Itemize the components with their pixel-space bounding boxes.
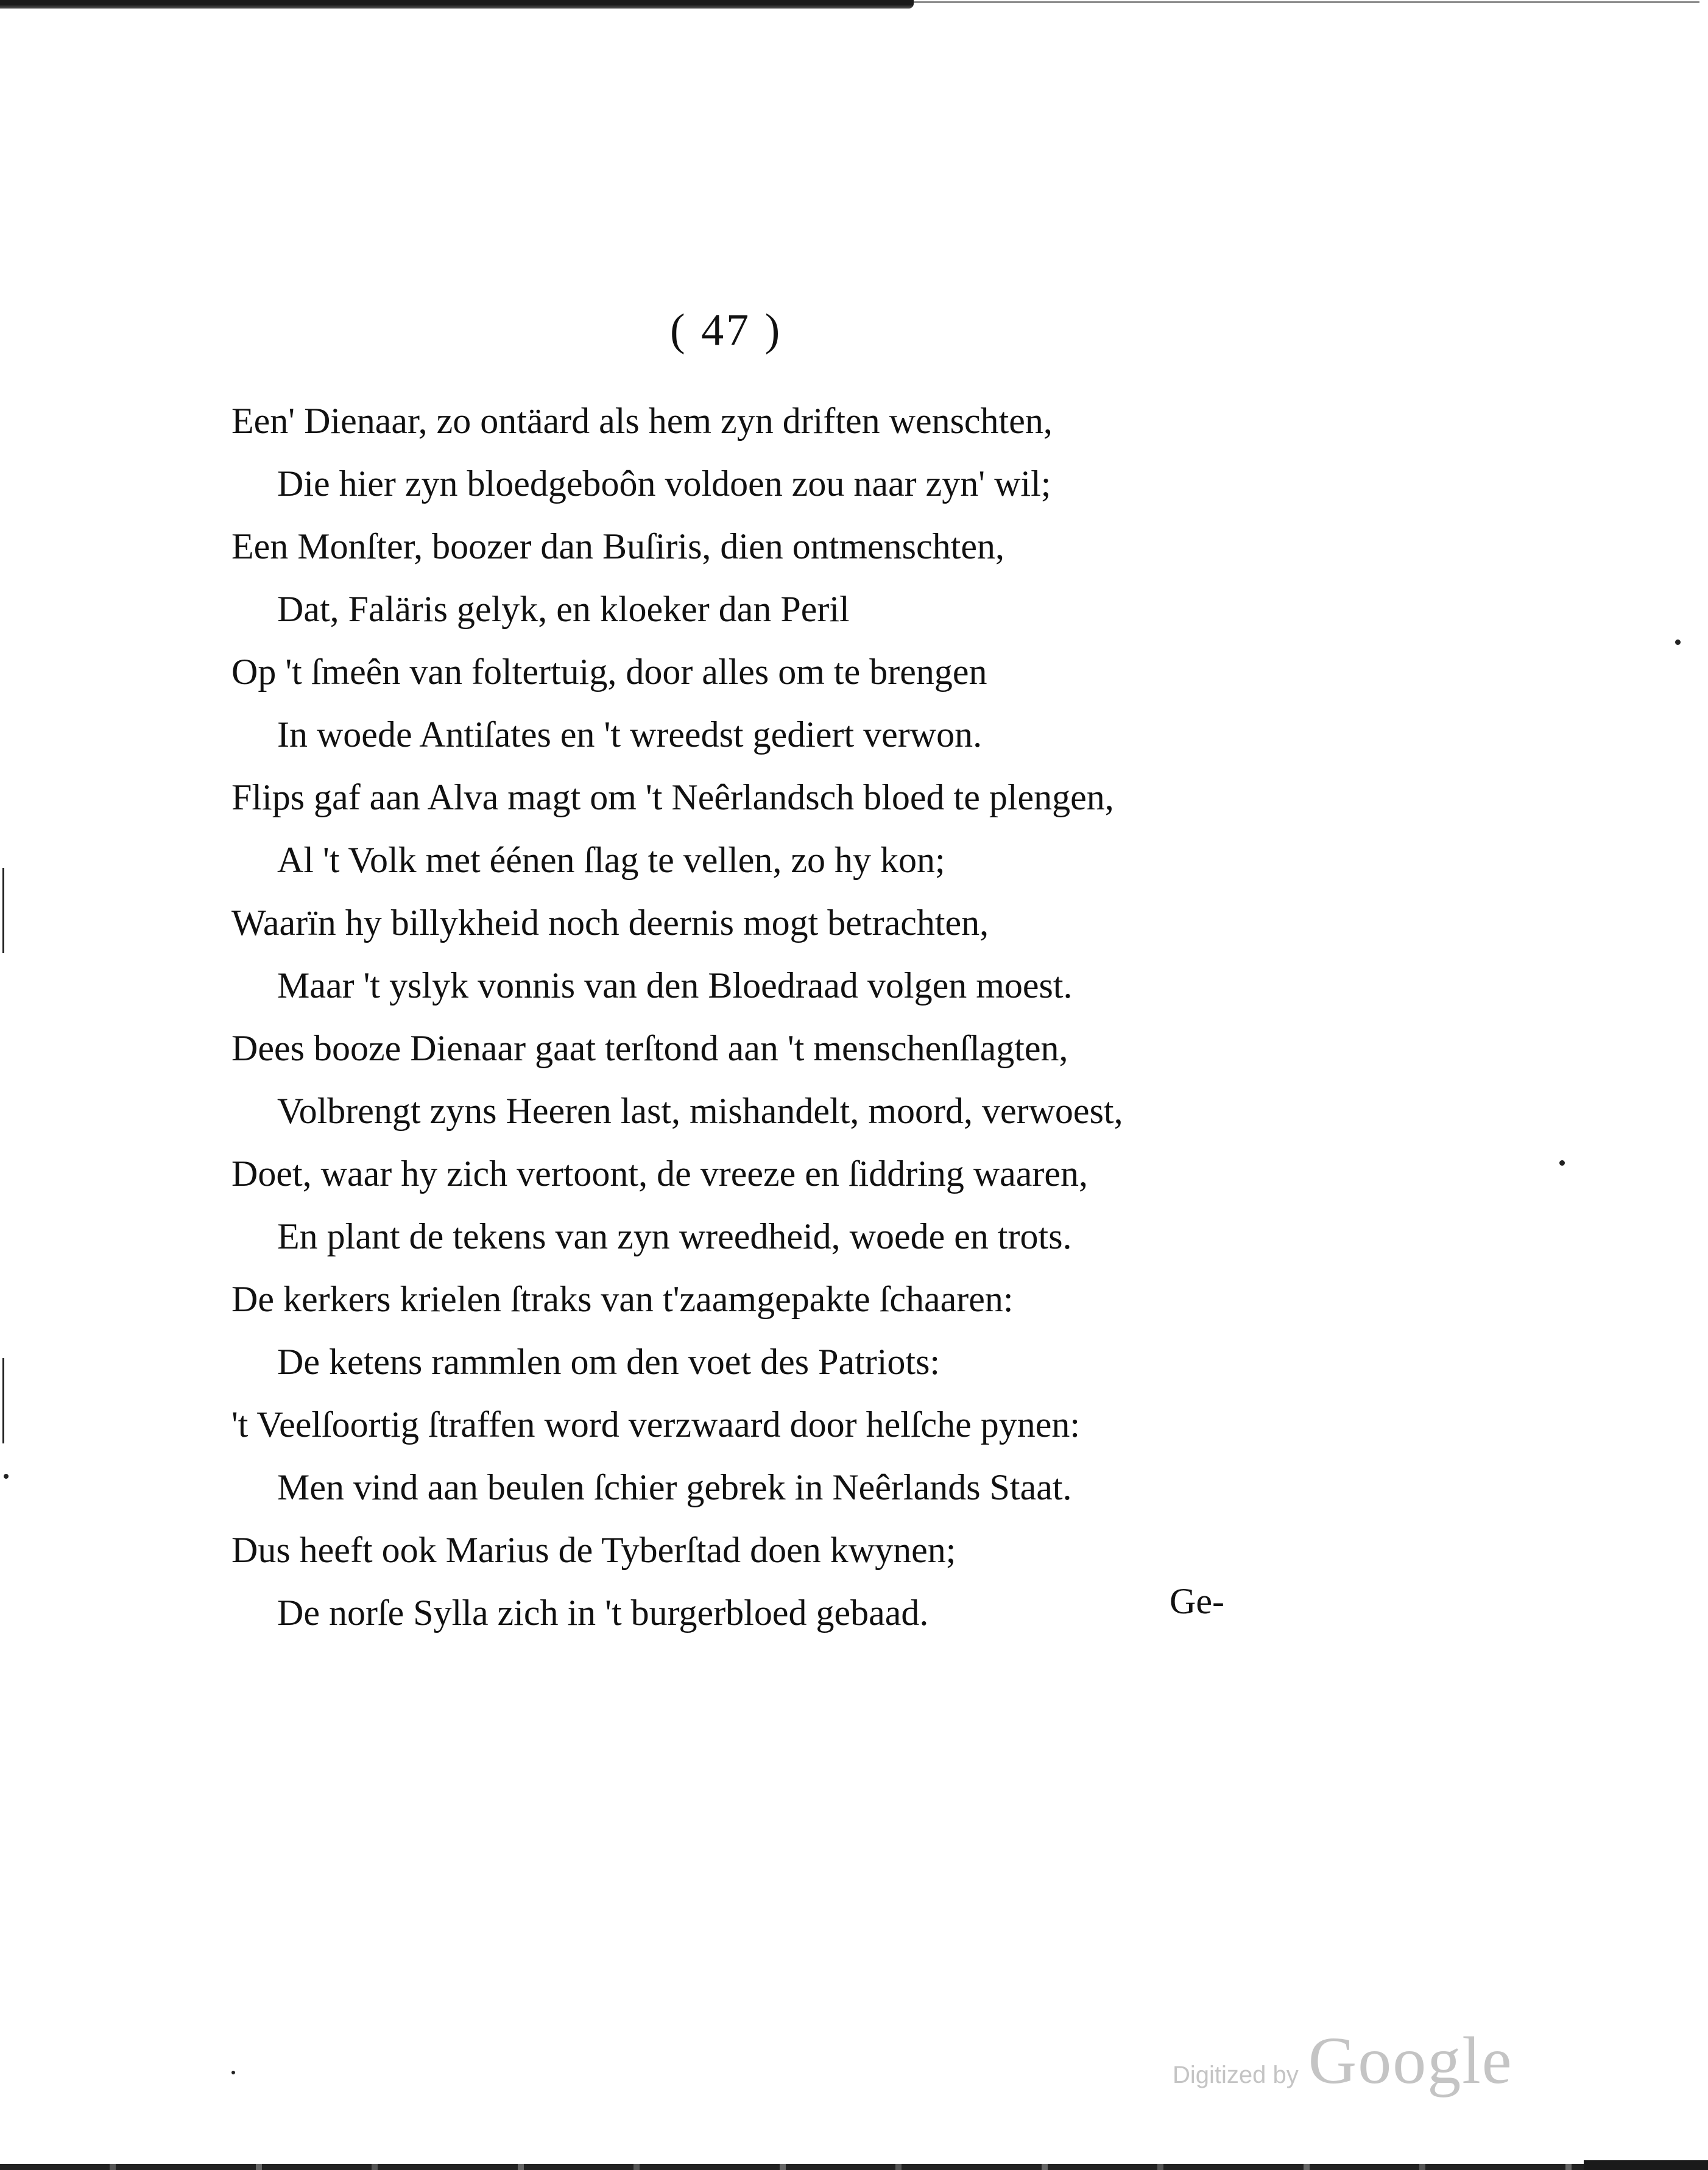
page-number: ( 47 ) bbox=[670, 305, 783, 355]
verse-line: Maar 't yslyk vonnis van den Bloedraad volgen moest. bbox=[277, 965, 1073, 1006]
verse-line: Een' Dienaar, zo ontäard als hem zyn driften wenschten, bbox=[231, 401, 1053, 441]
digitized-watermark bbox=[1173, 2022, 1513, 2099]
verse-line: Flips gaf aan Alva magt om 't Neêrlandsch bloed te plengen, bbox=[231, 777, 1114, 817]
margin-rule-upper bbox=[2, 868, 4, 953]
scan-edge-bottom bbox=[0, 2164, 1584, 2170]
scan-edge-top bbox=[0, 0, 914, 9]
verse-line: En plant de tekens van zyn wreedheid, woede en trots. bbox=[277, 1216, 1072, 1256]
verse-line: Dus heeft ook Marius de Tyberſtad doen kwynen; bbox=[231, 1530, 956, 1570]
verse-line: Een Monſter, boozer dan Buſiris, dien ontmenschten, bbox=[231, 526, 1004, 566]
scan-speck bbox=[4, 1474, 9, 1479]
scan-edge-top-thin bbox=[914, 1, 1699, 3]
verse-block bbox=[231, 390, 1267, 1644]
verse-line: Volbrengt zyns Heeren last, mishandelt, moord, verwoest, bbox=[277, 1091, 1123, 1131]
verse-line: In woede Antiſates en 't wreedst gediert verwon. bbox=[277, 714, 983, 755]
scan-edge-bottom-right bbox=[1584, 2160, 1708, 2170]
verse-line: De kerkers krielen ſtraks van t'zaamgepakte ſchaaren: bbox=[231, 1279, 1014, 1319]
verse-line: Op 't ſmeên van foltertuig, door alles om te brengen bbox=[231, 652, 987, 692]
verse-line: De norſe Sylla zich in 't burgerbloed gebaad. bbox=[277, 1593, 929, 1633]
google-logo: Google bbox=[1308, 2023, 1513, 2098]
margin-rule-lower bbox=[2, 1358, 4, 1443]
verse-line: Al 't Volk met éénen ſlag te vellen, zo hy kon; bbox=[277, 840, 945, 880]
verse-line: De ketens rammlen om den voet des Patriots: bbox=[277, 1342, 940, 1382]
verse-line: Die hier zyn bloedgeboôn voldoen zou naar zyn' wil; bbox=[277, 463, 1051, 504]
verse-line: Dat, Faläris gelyk, en kloeker dan Peril bbox=[277, 589, 850, 629]
scan-speck bbox=[1675, 639, 1681, 645]
verse-line: Doet, waar hy zich vertoont, de vreeze en ſiddring waaren, bbox=[231, 1154, 1089, 1194]
scan-speck bbox=[231, 2071, 235, 2074]
catchword: Ge- bbox=[1170, 1581, 1224, 1621]
verse-line: Men vind aan beulen ſchier gebrek in Neêrlands Staat. bbox=[277, 1467, 1072, 1507]
verse-line: Dees booze Dienaar gaat terſtond aan 't menschenſlagten, bbox=[231, 1028, 1068, 1068]
watermark-prefix: Digitized by bbox=[1173, 2062, 1299, 2088]
verse-line: 't Veelſoortig ſtraffen word verzwaard door helſche pynen: bbox=[231, 1404, 1081, 1445]
scan-speck bbox=[1559, 1160, 1565, 1166]
verse-line: Waarïn hy billykheid noch deernis mogt betrachten, bbox=[231, 903, 989, 943]
